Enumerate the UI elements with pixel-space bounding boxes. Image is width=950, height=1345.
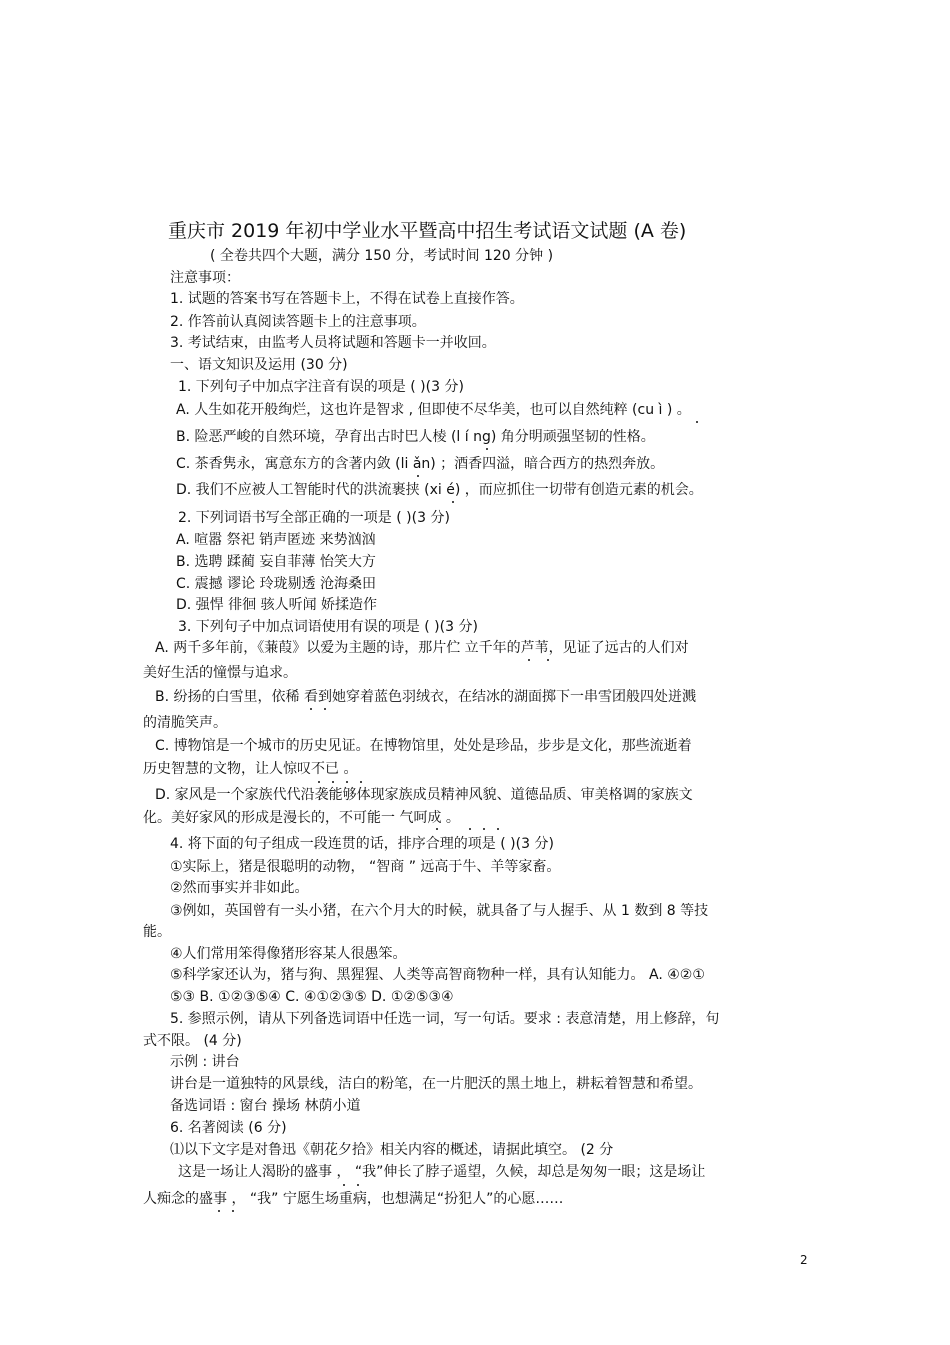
- section-heading: 一、语文知识及运用 (30 分): [170, 357, 348, 373]
- option-a-cont: 美好生活的憧憬与追求。: [143, 665, 297, 681]
- option-a: A. 两千多年前，《蒹葭》以爱为主题的诗，那片伫 立千年的芦苇，见证了远古的人们对: [155, 640, 689, 656]
- notice-heading: 注意事项：: [170, 270, 240, 286]
- emphasis-dot: [547, 659, 549, 661]
- emphasis-dot: [218, 1210, 220, 1212]
- example-label: 示例 : 讲台: [170, 1054, 240, 1070]
- option-b-cont: 的清脆笑声。: [143, 715, 227, 731]
- emphasis-dot: [346, 781, 348, 783]
- question-stem-cont: 式不限。 (4 分): [143, 1033, 242, 1049]
- passage-line: 这是一场让人渴盼的盛事 ， “我”伸长了脖子遥望，久候，却总是匆匆一眼；这是场让: [178, 1164, 706, 1180]
- emphasis-dot: [696, 421, 698, 423]
- emphasis-dot: [332, 781, 334, 783]
- sub-question: ⑴以下文字是对鲁迅《朝花夕拾》相关内容的概述，请据此填空。 (2 分: [170, 1142, 614, 1158]
- question-stem: 6. 名著阅读 (6 分): [170, 1120, 287, 1136]
- option-b: B. 险恶严峻的自然环境，孕育出古时巴人棱 (l í ng) 角分明顽强坚韧的性格。: [176, 429, 655, 445]
- option-d-cont: 化。美好家风的形成是漫长的，不可能一 气呵成 。: [143, 810, 460, 826]
- sentence-3-cont: 能。: [143, 924, 171, 940]
- sentence-1: ①实际上，猪是很聪明的动物， “智商 ” 远高于牛、羊等家畜。: [170, 859, 561, 875]
- notice-item: 1. 试题的答案书写在答题卡上，不得在试卷上直接作答。: [170, 291, 524, 307]
- emphasis-dot: [310, 708, 312, 710]
- emphasis-dot: [232, 1210, 234, 1212]
- sentence-2: ②然而事实并非如此。: [170, 880, 309, 896]
- emphasis-dot: [360, 781, 362, 783]
- emphasis-dot: [417, 475, 419, 477]
- option-c: C. 博物馆是一个城市的历史见证。在博物馆里，处处是珍品，步步是文化，那些流逝着: [155, 738, 692, 754]
- option-c: C. 茶香隽永，寓意东方的含著内敛 (li ǎn) ；酒香四溢，暗合西方的热烈奔放。: [176, 456, 665, 472]
- answer-options: ⑤③ B. ①②③⑤④ C. ④①②③⑤ D. ①②⑤③④: [170, 989, 454, 1005]
- sentence-5: ⑤科学家还认为，猪与狗、黑猩猩、人类等高智商物种一样，具有认知能力。 A. ④②①: [170, 967, 705, 983]
- sentence-4: ④人们常用笨得像猪形容某人很愚笨。: [170, 946, 407, 962]
- option-b: B. 纷扬的白雪里，依稀 看到她穿着蓝色羽绒衣，在结冰的湖面掷下一串雪团般四处迸溅: [155, 689, 696, 705]
- option-a: A. 人生如花开般绚烂，这也许是智求 , 但即使不尽华美，也可以自然纯粹 (cu ì ) 。: [176, 402, 691, 418]
- notice-item: 2. 作答前认真阅读答题卡上的注意事项。: [170, 314, 426, 330]
- emphasis-dot: [343, 1184, 345, 1186]
- option-a: A. 喧嚣 祭祀 销声匿迹 来势汹汹: [176, 532, 376, 548]
- notice-item: 3. 考试结束，由监考人员将试题和答题卡一并收回。: [170, 335, 496, 351]
- exam-subtitle: ( 全卷共四个大题，满分 150 分，考试时间 120 分钟 ): [210, 248, 554, 264]
- emphasis-dot: [469, 828, 471, 830]
- question-stem: 2. 下列词语书写全部正确的一项是 ( )(3 分): [178, 510, 450, 526]
- emphasis-dot: [483, 828, 485, 830]
- candidate-words: 备选词语 : 窗台 操场 林荫小道: [170, 1098, 361, 1114]
- example-text: 讲台是一道独特的风景线，洁白的粉笔，在一片肥沃的黑土地上，耕耘着智慧和希望。: [170, 1076, 702, 1092]
- option-d: D. 强悍 徘徊 骇人听闻 娇揉造作: [176, 597, 378, 613]
- question-stem: 5. 参照示例，请从下列备选词语中任选一词，写一句话。要求 : 表意清楚，用上修辞，句: [170, 1011, 720, 1027]
- exam-title: 重庆市 2019 年初中学业水平暨高中招生考试语文试题 (A 卷): [168, 220, 687, 242]
- question-stem: 3. 下列句子中加点词语使用有误的项是 ( )(3 分): [178, 619, 478, 635]
- question-stem: 4. 将下面的句子组成一段连贯的话，排序合理的项是 ( )(3 分): [170, 836, 554, 852]
- option-c: C. 震撼 谬论 玲珑剔透 沧海桑田: [176, 576, 377, 592]
- page-number: 2: [800, 1253, 808, 1267]
- option-b: B. 选聘 蹂蔺 妄自菲薄 怡笑大方: [176, 554, 376, 570]
- emphasis-dot: [324, 708, 326, 710]
- emphasis-dot: [318, 781, 320, 783]
- option-c-cont: 历史智慧的文物，让人惊叹不已 。: [143, 761, 358, 777]
- emphasis-dot: [436, 828, 438, 830]
- emphasis-dot: [497, 828, 499, 830]
- passage-line: 人痴念的盛事 ， “我” 宁愿生场重病，也想满足“扮犯人”的心愿……: [143, 1191, 564, 1207]
- emphasis-dot: [452, 501, 454, 503]
- emphasis-dot: [357, 1184, 359, 1186]
- question-stem: 1. 下列句子中加点字注音有误的项是 ( )(3 分): [178, 379, 464, 395]
- emphasis-dot: [528, 659, 530, 661]
- option-d: D. 我们不应被人工智能时代的洪流裹挟 (xi é) ，而应抓住一切带有创造元素的机会。: [176, 482, 703, 498]
- option-d: D. 家风是一个家族代代沿袭能够体现家族成员精神风貌、道德品质、审美格调的家族文: [155, 787, 693, 803]
- emphasis-dot: [486, 448, 488, 450]
- sentence-3: ③例如，英国曾有一头小猪，在六个月大的时候，就具备了与人握手、从 1 数到 8 等技: [170, 903, 709, 919]
